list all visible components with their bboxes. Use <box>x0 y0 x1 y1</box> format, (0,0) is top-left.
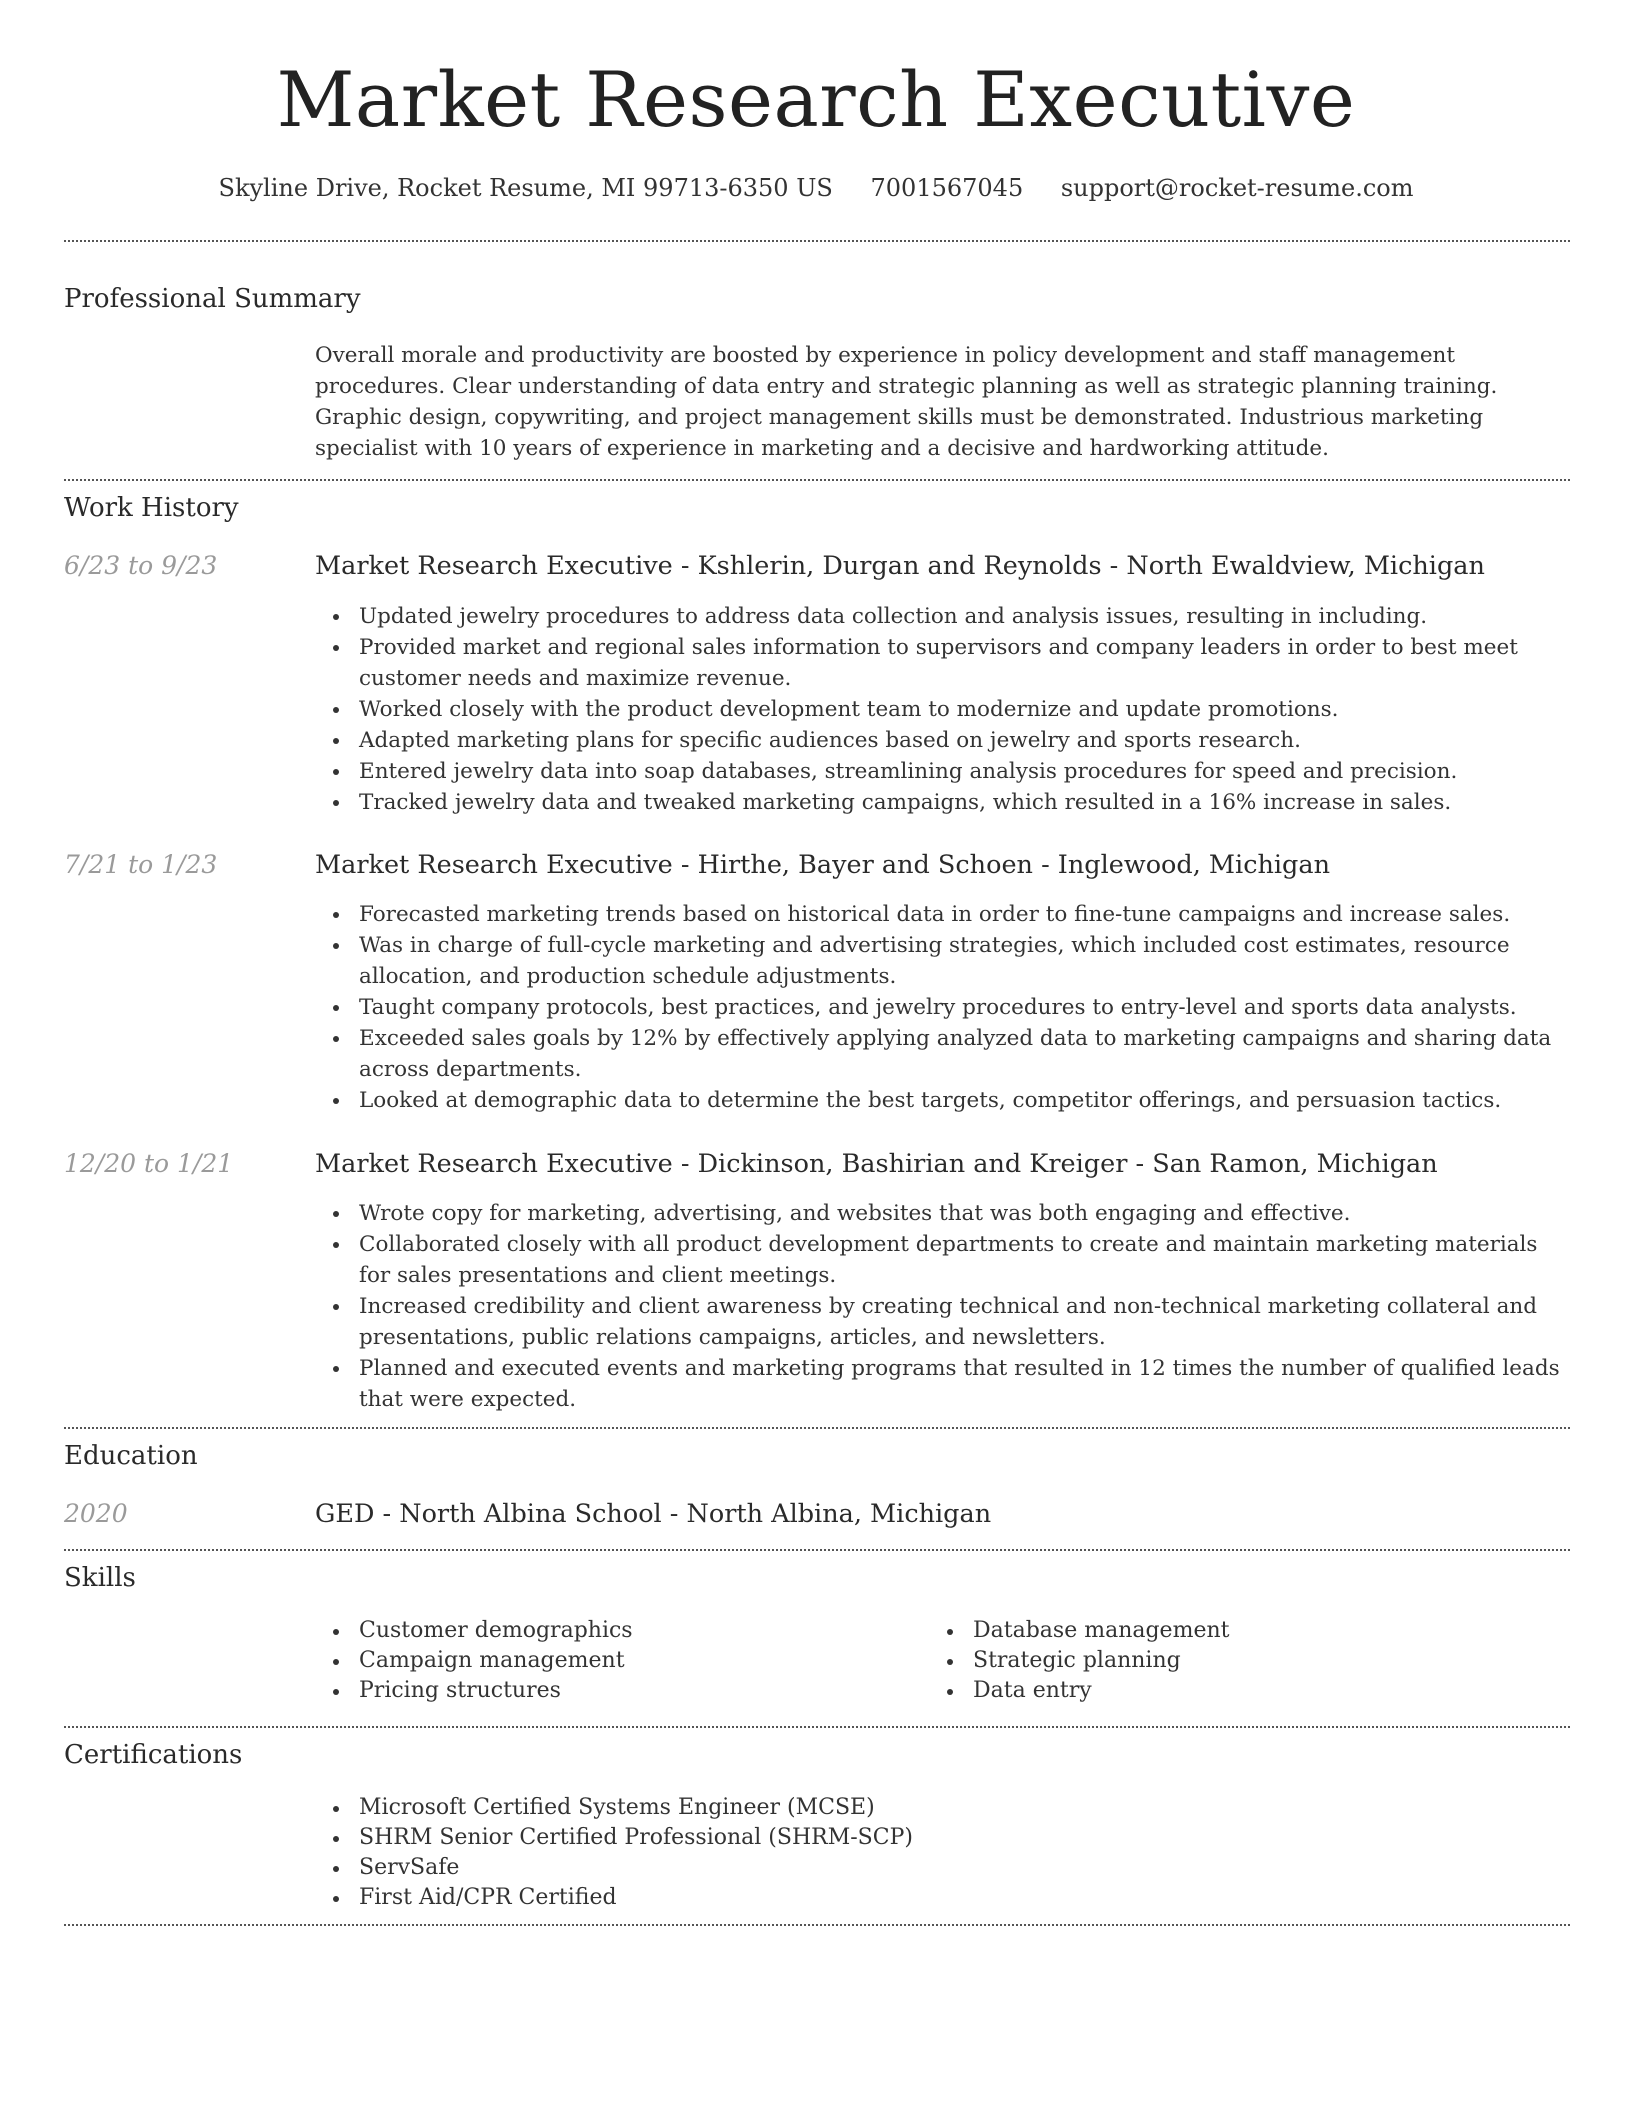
divider <box>64 1549 1570 1551</box>
list-item: Forecasted marketing trends based on historical data in order to fine-tune campaigns and increase sales. <box>315 899 1573 930</box>
list-item: Looked at demographic data to determine the best targets, competitor offerings, and persuasion tactics. <box>315 1085 1573 1116</box>
resume-name: Market Research Executive <box>276 55 1356 144</box>
job-bullets <box>315 899 1573 1116</box>
divider <box>64 1924 1570 1926</box>
list-item: Wrote copy for marketing, advertising, and websites that was both engaging and effective. <box>315 1198 1573 1229</box>
list-item: Worked closely with the product development team to modernize and update promotions. <box>315 694 1573 725</box>
divider <box>64 240 1570 242</box>
skills-heading: Skills <box>64 1563 136 1593</box>
list-item: Campaign management <box>315 1646 915 1676</box>
certifications-heading: Certifications <box>64 1740 243 1770</box>
job-bullets <box>315 601 1573 818</box>
skills-list-left <box>315 1616 915 1706</box>
job-title: Market Research Executive - Dickinson, Bashirian and Kreiger - San Ramon, Michigan <box>315 1149 1438 1179</box>
list-item: Database management <box>929 1616 1529 1646</box>
divider <box>64 1726 1570 1728</box>
skills-list-right <box>929 1616 1529 1706</box>
list-item: Was in charge of full-cycle marketing and advertising strategies, which included cost estimates, resource allocation, and production schedule adjustments. <box>315 930 1573 992</box>
education-year: 2020 <box>64 1499 128 1528</box>
list-item: Adapted marketing plans for specific audiences based on jewelry and sports research. <box>315 725 1573 756</box>
education-heading: Education <box>64 1441 198 1471</box>
summary-text: Overall morale and productivity are boosted by experience in policy development and staff management procedures. Clear understanding of data entry and strategic planning as well as strategic planning training. Graphic design, copywriting, and project management skills must be demonstrated. Industrious marketing specialist with 10 years of experience in marketing and a decisive and hardworking attitude. <box>315 343 1498 461</box>
list-item: Taught company protocols, best practices, and jewelry procedures to entry-level and sports data analysts. <box>315 992 1573 1023</box>
list-item: Microsoft Certified Systems Engineer (MCSE) <box>315 1793 1315 1823</box>
list-item: Tracked jewelry data and tweaked marketing campaigns, which resulted in a 16% increase in sales. <box>315 787 1573 818</box>
list-item: Customer demographics <box>315 1616 915 1646</box>
list-item: Entered jewelry data into soap databases, streamlining analysis procedures for speed and precision. <box>315 756 1573 787</box>
job-title: Market Research Executive - Kshlerin, Durgan and Reynolds - North Ewaldview, Michigan <box>315 551 1485 581</box>
job-dates: 6/23 to 9/23 <box>64 551 218 580</box>
summary-heading: Professional Summary <box>64 284 361 314</box>
contact-email: support@rocket-resume.com <box>1060 174 1414 202</box>
list-item: First Aid/CPR Certified <box>315 1883 1315 1913</box>
divider <box>64 479 1570 481</box>
list-item: Collaborated closely with all product development departments to create and maintain marketing materials for sales presentations and client meetings. <box>315 1229 1573 1291</box>
list-item: Planned and executed events and marketing programs that resulted in 12 times the number of qualified leads that were expected. <box>315 1353 1573 1415</box>
job-title: Market Research Executive - Hirthe, Bayer and Schoen - Inglewood, Michigan <box>315 850 1331 880</box>
certifications-list <box>315 1793 1315 1913</box>
list-item: Updated jewelry procedures to address data collection and analysis issues, resulting in including. <box>315 601 1573 632</box>
list-item: Increased credibility and client awareness by creating technical and non-technical marketing collateral and presentations, public relations campaigns, articles, and newsletters. <box>315 1291 1573 1353</box>
education-entry: GED - North Albina School - North Albina, Michigan <box>315 1499 992 1529</box>
job-dates: 12/20 to 1/21 <box>64 1149 234 1178</box>
job-dates: 7/21 to 1/23 <box>64 850 218 879</box>
list-item: Pricing structures <box>315 1676 915 1706</box>
list-item: Data entry <box>929 1676 1529 1706</box>
divider <box>64 1427 1570 1429</box>
contact-address: Skyline Drive, Rocket Resume, MI 99713-6350 US <box>218 174 833 202</box>
list-item: SHRM Senior Certified Professional (SHRM-SCP) <box>315 1823 1315 1853</box>
contact-phone: 7001567045 <box>870 174 1024 202</box>
list-item: Provided market and regional sales information to supervisors and company leaders in order to best meet customer needs and maximize revenue. <box>315 632 1573 694</box>
job-bullets <box>315 1198 1573 1415</box>
work-history-heading: Work History <box>64 493 239 523</box>
list-item: Strategic planning <box>929 1646 1529 1676</box>
contact-line <box>0 170 1632 206</box>
list-item: Exceeded sales goals by 12% by effectively applying analyzed data to marketing campaigns and sharing data across departments. <box>315 1023 1573 1085</box>
list-item: ServSafe <box>315 1853 1315 1883</box>
